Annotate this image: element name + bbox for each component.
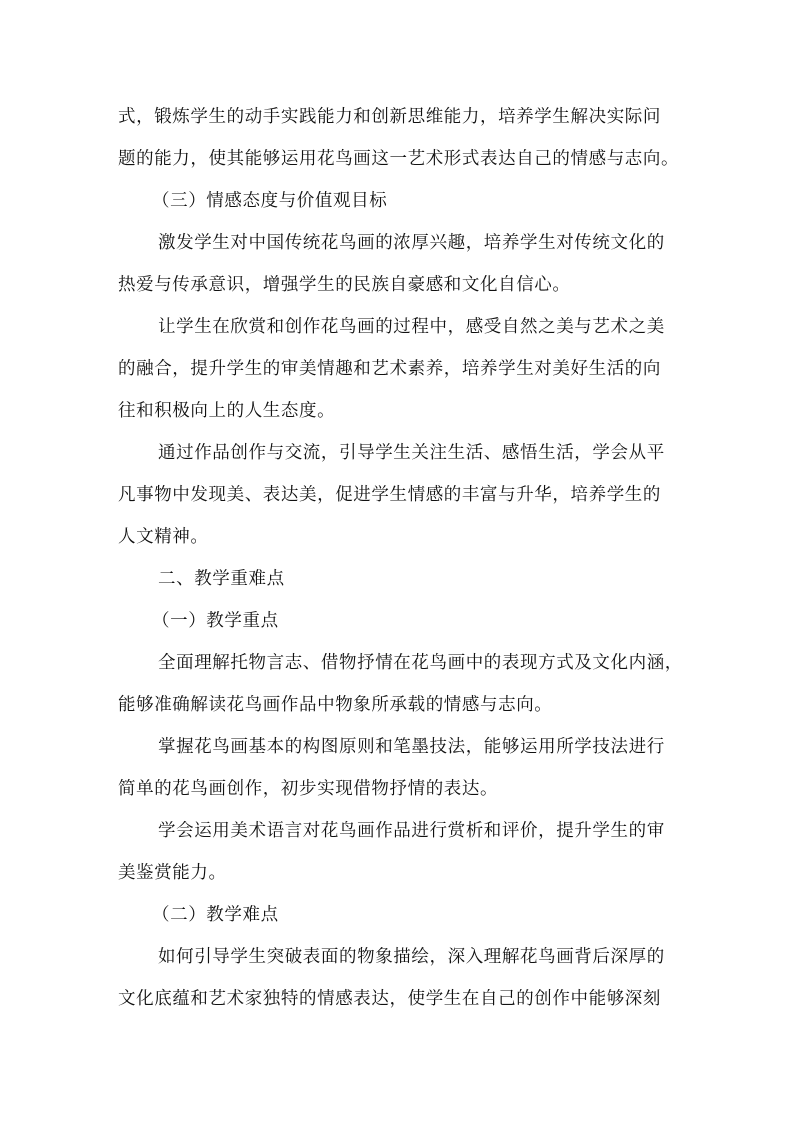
- text-line: 往和积极向上的人生态度。: [118, 401, 336, 421]
- text-line: 题的能力，使其能够运用花鸟画这一艺术形式表达自己的情感与志向。: [118, 149, 680, 169]
- text-line: 激发学生对中国传统花鸟画的浓厚兴趣，培养学生对传统文化的: [158, 233, 665, 253]
- text-line: 美鉴赏能力。: [118, 863, 227, 883]
- section-heading: （一）教学重点: [152, 611, 279, 631]
- section-heading: （二）教学难点: [152, 905, 279, 925]
- text-line: 通过作品创作与交流，引导学生关注生活、感悟生活，学会从平: [158, 443, 665, 463]
- text-line: 掌握花鸟画基本的构图原则和笔墨技法，能够运用所学技法进行: [158, 737, 665, 757]
- section-heading: （三）情感态度与价值观目标: [152, 191, 388, 211]
- section-heading: 二、教学重难点: [158, 569, 285, 589]
- text-line: 简单的花鸟画创作，初步实现借物抒情的表达。: [118, 779, 499, 799]
- text-line: 人文精神。: [118, 527, 209, 547]
- text-line: 能够准确解读花鸟画作品中物象所承载的情感与志向。: [118, 695, 553, 715]
- text-line: 凡事物中发现美、表达美，促进学生情感的丰富与升华，培养学生的: [118, 485, 661, 505]
- text-line: 文化底蕴和艺术家独特的情感表达，使学生在自己的创作中能够深刻: [118, 989, 661, 1009]
- text-line: 式，锻炼学生的动手实践能力和创新思维能力，培养学生解决实际问: [118, 107, 661, 127]
- text-line: 的融合，提升学生的审美情趣和艺术素养，培养学生对美好生活的向: [118, 359, 661, 379]
- text-line: 让学生在欣赏和创作花鸟画的过程中，感受自然之美与艺术之美: [158, 317, 665, 337]
- text-line: 全面理解托物言志、借物抒情在花鸟画中的表现方式及文化内涵，: [158, 653, 683, 673]
- text-line: 如何引导学生突破表面的物象描绘，深入理解花鸟画背后深厚的: [158, 947, 665, 967]
- text-line: 学会运用美术语言对花鸟画作品进行赏析和评价，提升学生的审: [158, 821, 665, 841]
- text-line: 热爱与传承意识，增强学生的民族自豪感和文化自信心。: [118, 275, 571, 295]
